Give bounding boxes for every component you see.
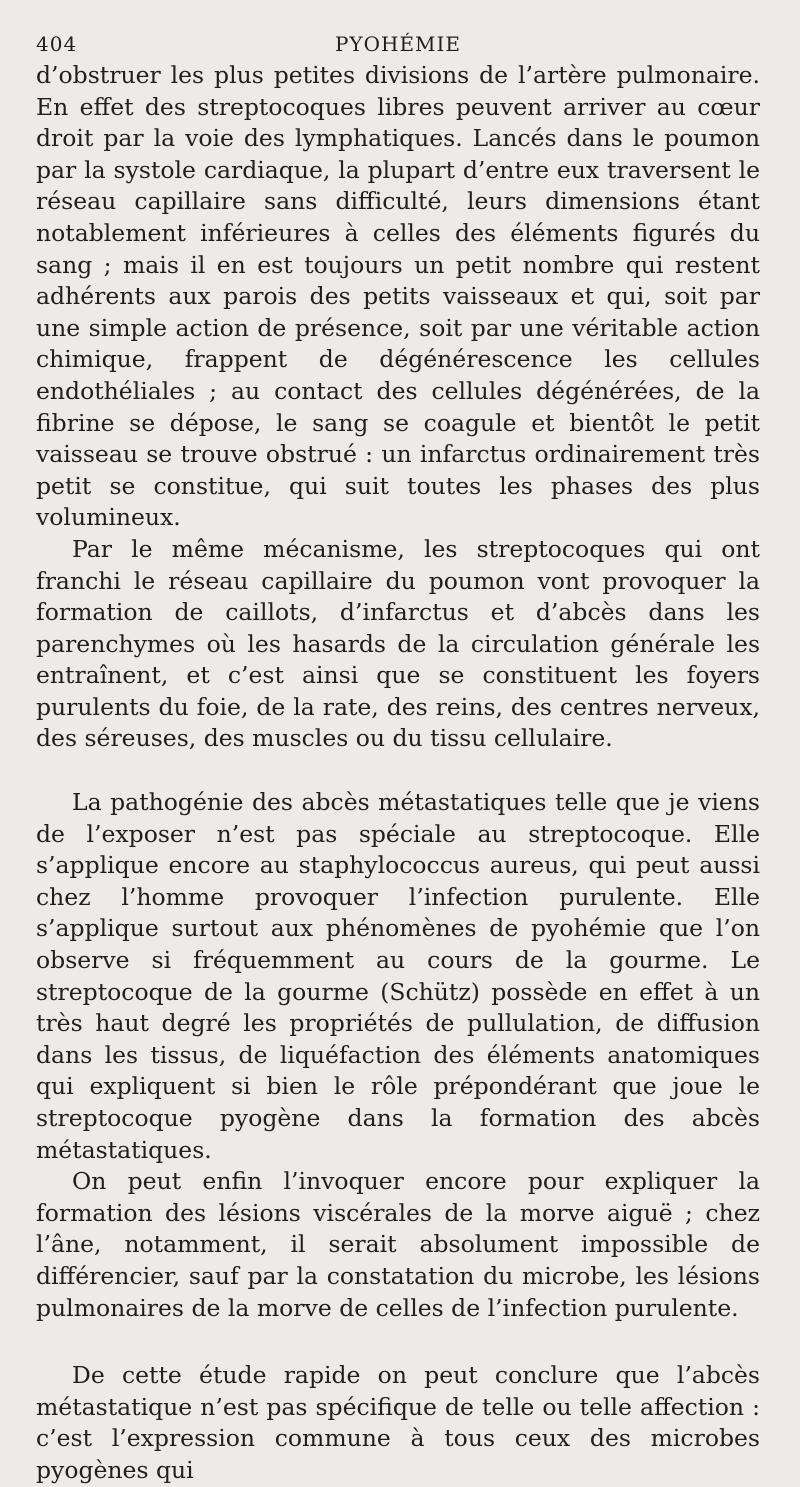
paragraph-3: La pathogénie des abcès métastatiques telle que je viens de l’exposer n’est pas spéciale au streptocoque. Elle s’applique encore au staphylococcus aureus, qui peut aussi chez l’homme provoquer l’infection purulente. Elle s’applique surtout aux phénomènes de pyohémie que l’on observe si fréquemment au cours de la gourme. Le streptocoque de la gourme (Schütz) possède en effet à un très haut degré les propriétés de pullulation, de diffusion dans les tissus, de liquéfaction des éléments anatomiques qui expliquent si bien le rôle prépondérant que joue le streptocoque pyogène dans la formation des abcès métastatiques. <box>36 788 760 1164</box>
paragraph-5: De cette étude rapide on peut conclure que l’abcès métastatique n’est pas spécifique de telle ou telle affection : c’est l’expression commune à tous ceux des microbes pyogènes qui <box>36 1361 760 1484</box>
body-text <box>36 60 760 1487</box>
running-head <box>36 30 760 60</box>
page-number: 404 <box>36 32 78 56</box>
section-gap <box>36 1324 760 1360</box>
running-title: PYOHÉMIE <box>334 32 462 56</box>
paragraph-1: d’obstruer les plus petites divisions de l’artère pulmonaire. En effet des streptocoques libres peuvent arriver au cœur droit par la voie des lymphatiques. Lancés dans le poumon par la systole cardiaque, la plupart d’entre eux traversent le réseau capillaire sans difficulté, leurs dimensions étant notablement inférieures à celles des éléments figurés du sang ; mais il en est toujours un petit nombre qui restent adhérents aux parois des petits vaisseaux et qui, soit par une simple action de présence, soit par une véritable action chimique, frappent de dégénérescence les cellules endothéliales ; au contact des cellules dégénérées, de la fibrine se dépose, le sang se coagule et bientôt le petit vaisseau se trouve obstrué : un infarctus ordinairement très petit se constitue, qui suit toutes les phases des plus volumineux. <box>36 61 760 532</box>
section-gap <box>36 755 760 787</box>
paragraph-4: On peut enfin l’invoquer encore pour expliquer la formation des lésions viscérales de la morve aiguë ; chez l’âne, notamment, il serait absolument impossible de différencier, sauf par la constatation du microbe, les lésions pulmonaires de la morve de celles de l’infection purulente. <box>36 1167 760 1322</box>
paragraph-2: Par le même mécanisme, les streptocoques qui ont franchi le réseau capillaire du poumon vont provoquer la formation de caillots, d’infarctus et d’abcès dans les parenchymes où les hasards de la circulation générale les entraînent, et c’est ainsi que se constituent les foyers purulents du foie, de la rate, des reins, des centres nerveux, des séreuses, des muscles ou du tissu cellulaire. <box>36 534 760 753</box>
